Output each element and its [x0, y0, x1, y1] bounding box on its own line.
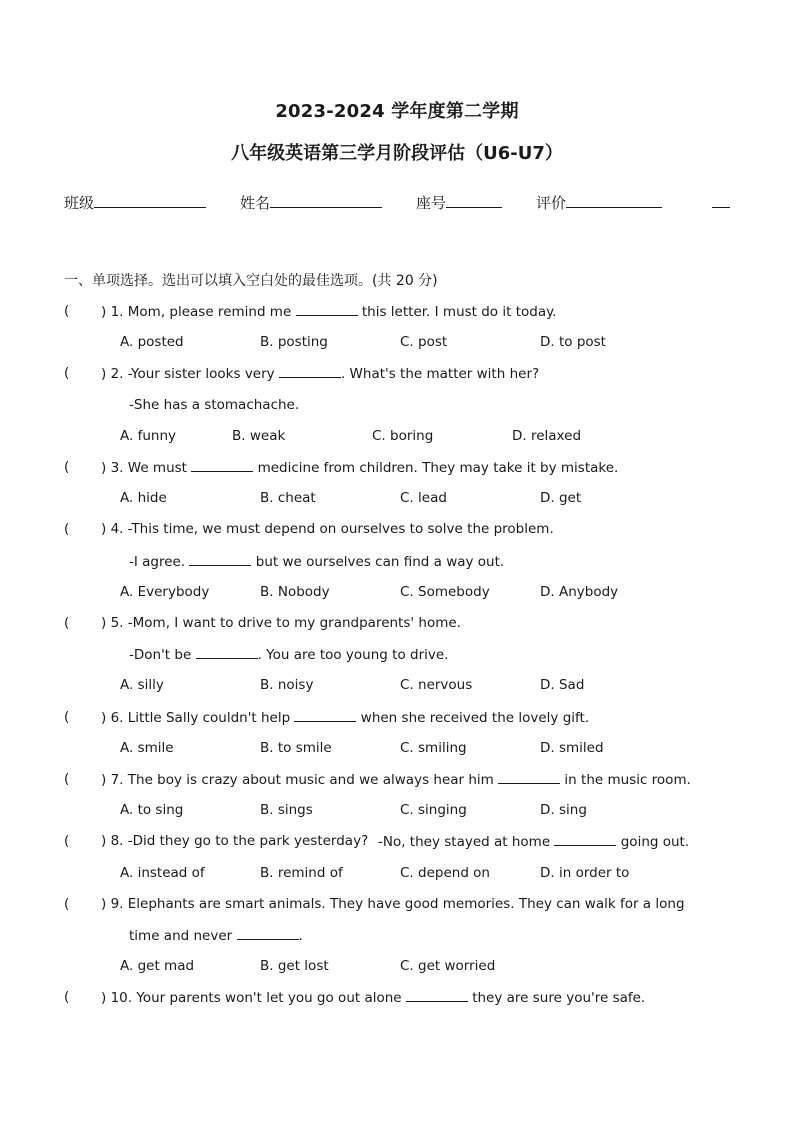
question-text: ) 8. -Did they go to the park yesterday?: [101, 833, 369, 849]
grade-label: 评价: [536, 194, 567, 212]
question-text: ) 4. -This time, we must depend on ourselves to solve the problem.: [101, 521, 554, 537]
option-c[interactable]: C. lead: [400, 490, 447, 506]
option-d[interactable]: D. in order to: [540, 865, 630, 881]
answer-paren-open[interactable]: (: [64, 896, 70, 912]
option-d[interactable]: D. get: [540, 490, 582, 506]
option-d[interactable]: D. Sad: [540, 677, 585, 693]
class-field: [64, 192, 206, 213]
option-b[interactable]: B. noisy: [260, 677, 314, 693]
option-c[interactable]: C. singing: [400, 802, 467, 818]
option-b[interactable]: B. sings: [260, 802, 313, 818]
option-a[interactable]: A. hide: [120, 490, 167, 506]
answer-paren-close: ) 1. Mom, please remind me this letter. I must do it today.: [101, 304, 557, 320]
option-a[interactable]: A. posted: [120, 334, 184, 350]
name-field: [240, 192, 382, 213]
question-blank: [554, 833, 616, 846]
question-text: ) 2. -Your sister looks very . What's the matter with her?: [101, 366, 540, 382]
option-b[interactable]: B. weak: [232, 428, 286, 444]
answer-paren-open[interactable]: (: [64, 989, 70, 1005]
continuation-text: time and never .: [129, 928, 303, 944]
section-heading: 一、单项选择。选出可以填入空白处的最佳选项。(共 20 分): [64, 273, 438, 289]
option-b[interactable]: B. posting: [260, 334, 328, 350]
option-d[interactable]: D. Anybody: [540, 584, 619, 600]
option-a[interactable]: A. get mad: [120, 958, 195, 974]
option-a[interactable]: A. instead of: [120, 865, 205, 881]
extra-blank-field: [712, 192, 730, 212]
question-text: ) 5. -Mom, I want to drive to my grandparents' home.: [101, 615, 461, 631]
answer-paren-open[interactable]: (: [64, 771, 70, 787]
option-c[interactable]: C. depend on: [400, 865, 490, 881]
option-a[interactable]: A. funny: [120, 428, 176, 444]
reply-text: -Don't be . You are too young to drive.: [129, 647, 449, 663]
grade-field: [536, 192, 662, 213]
exam-subtitle: 八年级英语第三学月阶段评估（U6-U7）: [231, 143, 563, 164]
reply-text: -I agree. but we ourselves can find a way out.: [129, 554, 505, 570]
seat-label: 座号: [416, 194, 447, 212]
answer-paren-open[interactable]: (: [64, 365, 70, 381]
question-blank: [406, 989, 468, 1002]
question-blank: [498, 771, 560, 784]
option-c[interactable]: C. nervous: [400, 677, 473, 693]
question-text: ) 9. Elephants are smart animals. They have good memories. They can walk for a long: [101, 896, 685, 912]
option-b[interactable]: B. cheat: [260, 490, 316, 506]
option-d[interactable]: D. smiled: [540, 740, 604, 756]
option-c[interactable]: C. Somebody: [400, 584, 490, 600]
option-a[interactable]: A. silly: [120, 677, 164, 693]
question-text: ) 7. The boy is crazy about music and we always hear him in the music room.: [101, 772, 691, 788]
question-blank: [189, 553, 251, 566]
exam-title: 2023-2024 学年度第二学期: [275, 101, 519, 122]
option-d[interactable]: D. relaxed: [512, 428, 582, 444]
question-blank: [196, 646, 258, 659]
answer-paren-open[interactable]: (: [64, 833, 70, 849]
option-a[interactable]: A. Everybody: [120, 584, 210, 600]
name-blank[interactable]: [270, 192, 382, 208]
option-c[interactable]: C. smiling: [400, 740, 467, 756]
name-label: 姓名: [240, 194, 271, 212]
grade-blank[interactable]: [566, 192, 662, 208]
question-blank: [294, 709, 356, 722]
seat-blank[interactable]: [446, 192, 502, 208]
answer-paren-open[interactable]: (: [64, 615, 70, 631]
option-a[interactable]: A. smile: [120, 740, 174, 756]
question-text: ) 3. We must medicine from children. They may take it by mistake.: [101, 460, 619, 476]
option-c[interactable]: C. boring: [372, 428, 434, 444]
option-b[interactable]: B. Nobody: [260, 584, 330, 600]
option-c[interactable]: C. get worried: [400, 958, 496, 974]
option-b[interactable]: B. to smile: [260, 740, 332, 756]
question-text: ) 6. Little Sally couldn't help when she received the lovely gift.: [101, 710, 590, 726]
question-blank: [279, 365, 341, 378]
seat-field: [416, 192, 502, 213]
option-a[interactable]: A. to sing: [120, 802, 184, 818]
option-c[interactable]: C. post: [400, 334, 448, 350]
answer-paren-open[interactable]: (: [64, 303, 70, 319]
option-d[interactable]: D. sing: [540, 802, 587, 818]
question-text: ) 10. Your parents won't let you go out alone they are sure you're safe.: [101, 990, 646, 1006]
question-blank: [296, 303, 358, 316]
question-blank: [237, 927, 299, 940]
class-label: 班级: [64, 194, 95, 212]
answer-paren-open[interactable]: (: [64, 521, 70, 537]
question-reply: -No, they stayed at home going out.: [378, 834, 690, 850]
question-blank: [191, 459, 253, 472]
answer-paren-open[interactable]: (: [64, 709, 70, 725]
option-b[interactable]: B. remind of: [260, 865, 343, 881]
class-blank[interactable]: [94, 192, 206, 208]
option-b[interactable]: B. get lost: [260, 958, 329, 974]
reply-text: -She has a stomachache.: [129, 397, 300, 413]
answer-paren-open[interactable]: (: [64, 459, 70, 475]
extra-blank[interactable]: [712, 192, 730, 208]
option-d[interactable]: D. to post: [540, 334, 606, 350]
